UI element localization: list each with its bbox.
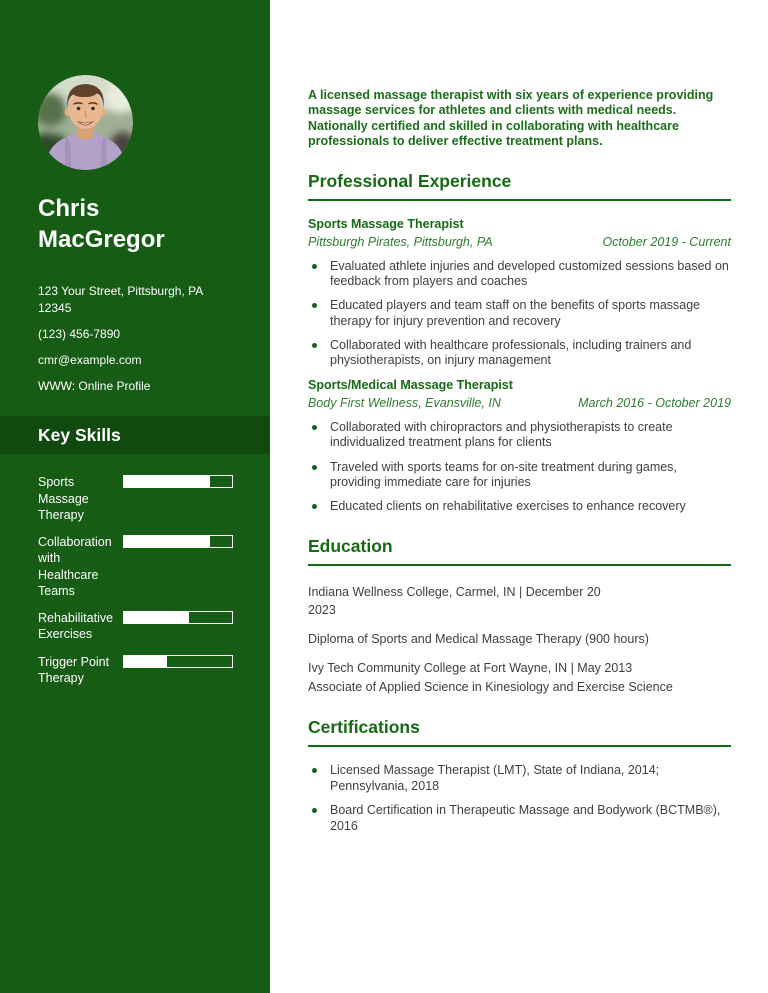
job-dates: March 2016 - October 2019 (578, 395, 731, 410)
skill-bar-fill (124, 656, 167, 667)
skill-label: Rehabilitative Exercises (38, 611, 114, 642)
main-content (270, 0, 768, 843)
job-title: Sports Massage Therapist (308, 216, 464, 231)
skill-bar-fill (124, 536, 210, 547)
profile-photo (38, 75, 133, 170)
job-bullet-list (308, 420, 731, 515)
job-title: Sports/Medical Massage Therapist (308, 377, 513, 392)
skill-row (38, 474, 233, 523)
experience-heading: Professional Experience (308, 170, 512, 191)
skill-label: Trigger Point Therapy (38, 654, 110, 685)
education-entry (308, 630, 731, 649)
education-entries (308, 583, 731, 697)
job-entry (308, 378, 731, 515)
job-bullet-list (308, 259, 731, 369)
education-entry (308, 583, 731, 621)
education-line: Associate of Applied Science in Kinesiology and Exercise Science (308, 679, 673, 694)
certification-list (308, 763, 731, 834)
education-line: Indiana Wellness College, Carmel, IN | December 20 (308, 584, 601, 599)
skill-label: Sports Massage Therapy (38, 475, 89, 522)
skill-bar (123, 535, 233, 548)
education-line: Diploma of Sports and Medical Massage Therapy (900 hours) (308, 632, 649, 647)
education-line: 2023 (308, 603, 336, 618)
contact-website: WWW: Online Profile (38, 378, 151, 393)
certification-item: Licensed Massage Therapist (LMT), State of Indiana, 2014; Pennsylvania, 2018 (308, 763, 731, 794)
sidebar (0, 0, 270, 993)
contact-address: 123 Your Street, Pittsburgh, PA 12345 (38, 284, 203, 316)
contact-email: cmr@example.com (38, 352, 142, 367)
profile-photo-image (38, 75, 133, 170)
education-entry (308, 659, 731, 697)
job-dates: October 2019 - Current (602, 234, 731, 249)
skill-bar-fill (124, 476, 210, 487)
name-heading: Chris MacGregor (38, 195, 165, 253)
certifications-heading: Certifications (308, 717, 420, 738)
key-skills-heading: Key Skills (0, 416, 270, 454)
job-bullet: Educated clients on rehabilitative exercises to enhance recovery (308, 499, 731, 514)
job-meta-line (308, 235, 731, 249)
job-bullet: Traveled with sports teams for on-site treatment during games, providing immediate care for injuries (308, 460, 731, 491)
job-meta-line (308, 396, 731, 410)
skill-bar (123, 655, 233, 668)
contact-phone: (123) 456-7890 (38, 327, 121, 342)
certification-item: Board Certification in Therapeutic Massage and Bodywork (BCTMB®), 2016 (308, 803, 731, 834)
skill-row (38, 654, 233, 687)
section-certifications (308, 717, 731, 834)
job-company: Body First Wellness, Evansville, IN (308, 395, 501, 410)
section-education (308, 536, 731, 697)
job-bullet: Evaluated athlete injuries and developed customized sessions based on feedback from players and coaches (308, 259, 731, 290)
summary-text: A licensed massage therapist with six years of experience providing massage services for athletes and clients with medical needs. Nationally certified and skilled in collaborating with healthcare professionals to deliver effective treatment plans. (308, 88, 714, 149)
skill-bar (123, 611, 233, 624)
skills-list (0, 454, 270, 686)
job-entry (308, 217, 731, 369)
skill-row (38, 610, 233, 643)
job-company: Pittsburgh Pirates, Pittsburgh, PA (308, 234, 493, 249)
section-rule (308, 199, 731, 201)
job-bullet: Collaborated with healthcare professionals, including trainers and physiotherapists, on injury management (308, 338, 731, 369)
contact-info (38, 283, 225, 394)
job-bullet: Educated players and team staff on the benefits of sports massage therapy for injury prevention and recovery (308, 298, 731, 329)
section-rule (308, 745, 731, 747)
section-experience (308, 171, 731, 515)
section-rule (308, 564, 731, 566)
job-bullet: Collaborated with chiropractors and physiotherapists to create individualized treatment plans for clients (308, 420, 731, 451)
skill-label: Collaboration with Healthcare Teams (38, 535, 112, 598)
skill-row (38, 534, 233, 599)
education-heading: Education (308, 535, 393, 556)
skill-bar (123, 475, 233, 488)
education-line: Ivy Tech Community College at Fort Wayne, IN | May 2013 (308, 660, 633, 675)
skill-bar-fill (124, 612, 189, 623)
